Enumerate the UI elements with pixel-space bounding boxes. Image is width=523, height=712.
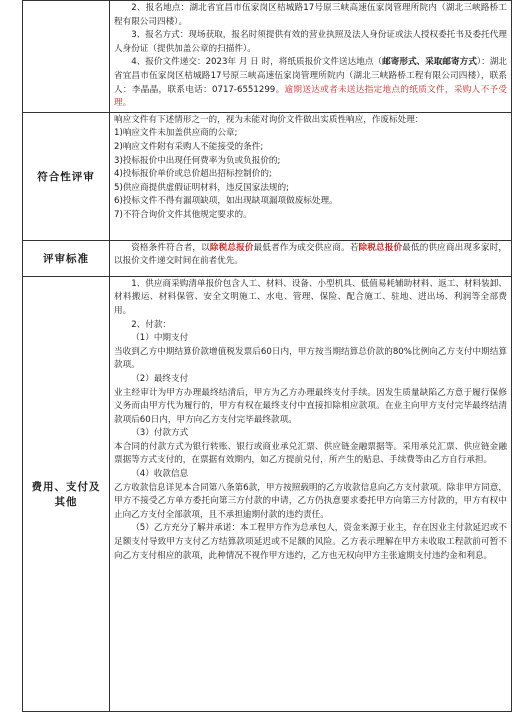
text-run: 2、付款： — [131, 319, 172, 330]
text-run: 逾期送达或者未送达指定地点的纸质文件，采购人不予受理。 — [114, 84, 507, 109]
text-run: （2）最终支付 — [131, 373, 189, 384]
paragraph — [114, 2, 507, 29]
text-run: 当收到乙方中期结算价款增值税发票后60日内，甲方按当期结算总价款的80%比例向乙方支付中期结算款项。 — [114, 346, 507, 371]
paragraph — [114, 373, 507, 387]
text-run: 1、供应商采购清单报价包含人工、材料、设备、小型机具、低值易耗辅助材料、返工、材料装卸、材料搬运、材料保管、安全文明施工、水电、管理、保险、配合施工、驻地、进出场、利润等全部费用。 — [114, 278, 507, 316]
text-run: （3）付款方式 — [131, 428, 189, 439]
text-run: （4）收款信息 — [131, 469, 189, 480]
paragraph — [114, 56, 507, 110]
paragraph — [114, 155, 507, 169]
paragraph — [114, 141, 507, 155]
paragraph — [114, 242, 507, 269]
row-label: 符合性评审 — [23, 112, 110, 240]
text-run: 5)供应商提供虚假证明材料，违反国家法规的; — [114, 182, 289, 193]
payment-terms-row — [23, 276, 512, 711]
text-run: （5）乙方充分了解并承诺：本工程甲方作为总承包人，资金来源于业主，存在因业主付款延迟或不足额支付导致甲方支付乙方结算款项延迟或不足额的风险。乙方表示理解在甲方未收取工程款前可暂不向乙方支付相应的款项，此种情况不视作甲方违约，乙方也无权向甲方主张逾期支付违约金和利息。 — [114, 523, 507, 561]
text-run: 2)响应文件附有采购人不能接受的条件; — [114, 141, 264, 152]
text-run: 7)不符合询价文件其他规定要求的。 — [114, 209, 252, 220]
paragraph — [114, 522, 507, 563]
text-run: 最低者作为成交供应商。若 — [253, 242, 359, 253]
row-label — [23, 1, 110, 113]
text-run: 6)投标文件不得有漏项缺项，如出现缺项漏项做废标处理。 — [114, 196, 338, 207]
paragraph — [114, 168, 507, 182]
text-run: 资格条件符合者，以 — [131, 242, 210, 253]
paragraph — [114, 468, 507, 482]
text-run: 业主经审计为甲方办理最终结清后，甲方为乙方办理最终支付手续。因发生质量缺陷乙方意于履行保修义务而由甲方代为履行的，甲方有权在最终支付中直接扣除相应款项。在业主向甲方支付完毕最终结清款项后60日内，甲方向乙方支付完毕最终款项。 — [114, 387, 507, 425]
text-run: （1）中期支付 — [131, 333, 189, 344]
row-content — [110, 1, 512, 113]
paragraph — [114, 182, 507, 196]
compliance-review-row — [23, 112, 512, 240]
paragraph — [114, 209, 507, 223]
text-run: 1)响应文件未加盖供应商的公章; — [114, 128, 238, 139]
paragraph — [114, 29, 507, 56]
text-run: 最低的供应商出现多家时，以报价文件递交时间在前者优先。 — [114, 242, 507, 267]
row-label: 费用、支付及其他 — [23, 276, 110, 711]
tender-terms-table — [22, 0, 512, 712]
text-run: 响应文件有下述情形之一的，视为未能对询价文件做出实质性响应，作废标处理： — [114, 114, 424, 125]
row-label: 评审标准 — [23, 240, 110, 276]
registration-row — [23, 1, 512, 113]
text-run: 除税总报价 — [358, 242, 403, 253]
paragraph — [114, 319, 507, 333]
text-run: 除税总报价 — [209, 242, 254, 253]
text-run: 邮寄形式、采取邮寄方式 — [382, 57, 477, 68]
paragraph — [114, 482, 507, 523]
text-run: 本合同的付款方式为银行转账、银行或商业承兑汇票、供应链金融票据等。采用承兑汇票、供应链金融票据等方式支付的，在票据有效期内，如乙方提前兑付，所产生的贴息、手续费等由乙方自行承担。 — [114, 441, 507, 466]
row-content — [110, 240, 512, 276]
text-run: 乙方收款信息详见本合同第八条第6款，甲方按照载明的乙方收款信息向乙方支付款项。除非甲方同意，甲方不接受乙方单方委托向第三方付款的申请，乙方仍执意要求委托甲方向第三方付款的，甲方有权中止向乙方支付全部款项，且不承担逾期付款的违约责任。 — [114, 482, 507, 520]
row-content — [110, 112, 512, 240]
paragraph — [114, 441, 507, 468]
row-content — [110, 276, 512, 711]
paragraph — [114, 427, 507, 441]
paragraph — [114, 346, 507, 373]
paragraph — [114, 127, 507, 141]
paragraph — [114, 332, 507, 346]
text-run: ）：湖北省宜昌市伍家岗区桔城路17号原三峡高速伍家岗管理所院内（湖北三峡路桥工程有限公司四楼），联系人：李晶晶，联系电话：0717-6551299。 — [114, 57, 507, 95]
evaluation-standard-row — [23, 240, 512, 276]
text-run: 4、报价文件递交：2023年 月 日 时，将纸质报价文件送达地点（ — [131, 57, 383, 68]
text-run: 3)投标报价中出现任何费率为负或负报价的; — [114, 155, 281, 166]
text-run: 4)投标报价单价或总价超出招标控制价的; — [114, 169, 272, 180]
tender-document-page — [22, 0, 512, 712]
text-run: 3、报名方式：现场获取，报名时须提供有效的营业执照及法人身份证或法人授权委托书及委托代理人身份证（提供加盖公章的扫描件）。 — [114, 30, 507, 54]
text-run: 2、报名地点：湖北省宜昌市伍家岗区桔城路17号原三峡高速伍家岗管理所院内（湖北三峡路桥工程有限公司四楼）。 — [114, 3, 507, 27]
paragraph — [114, 114, 507, 128]
paragraph — [114, 387, 507, 428]
paragraph — [114, 195, 507, 209]
paragraph — [114, 278, 507, 319]
